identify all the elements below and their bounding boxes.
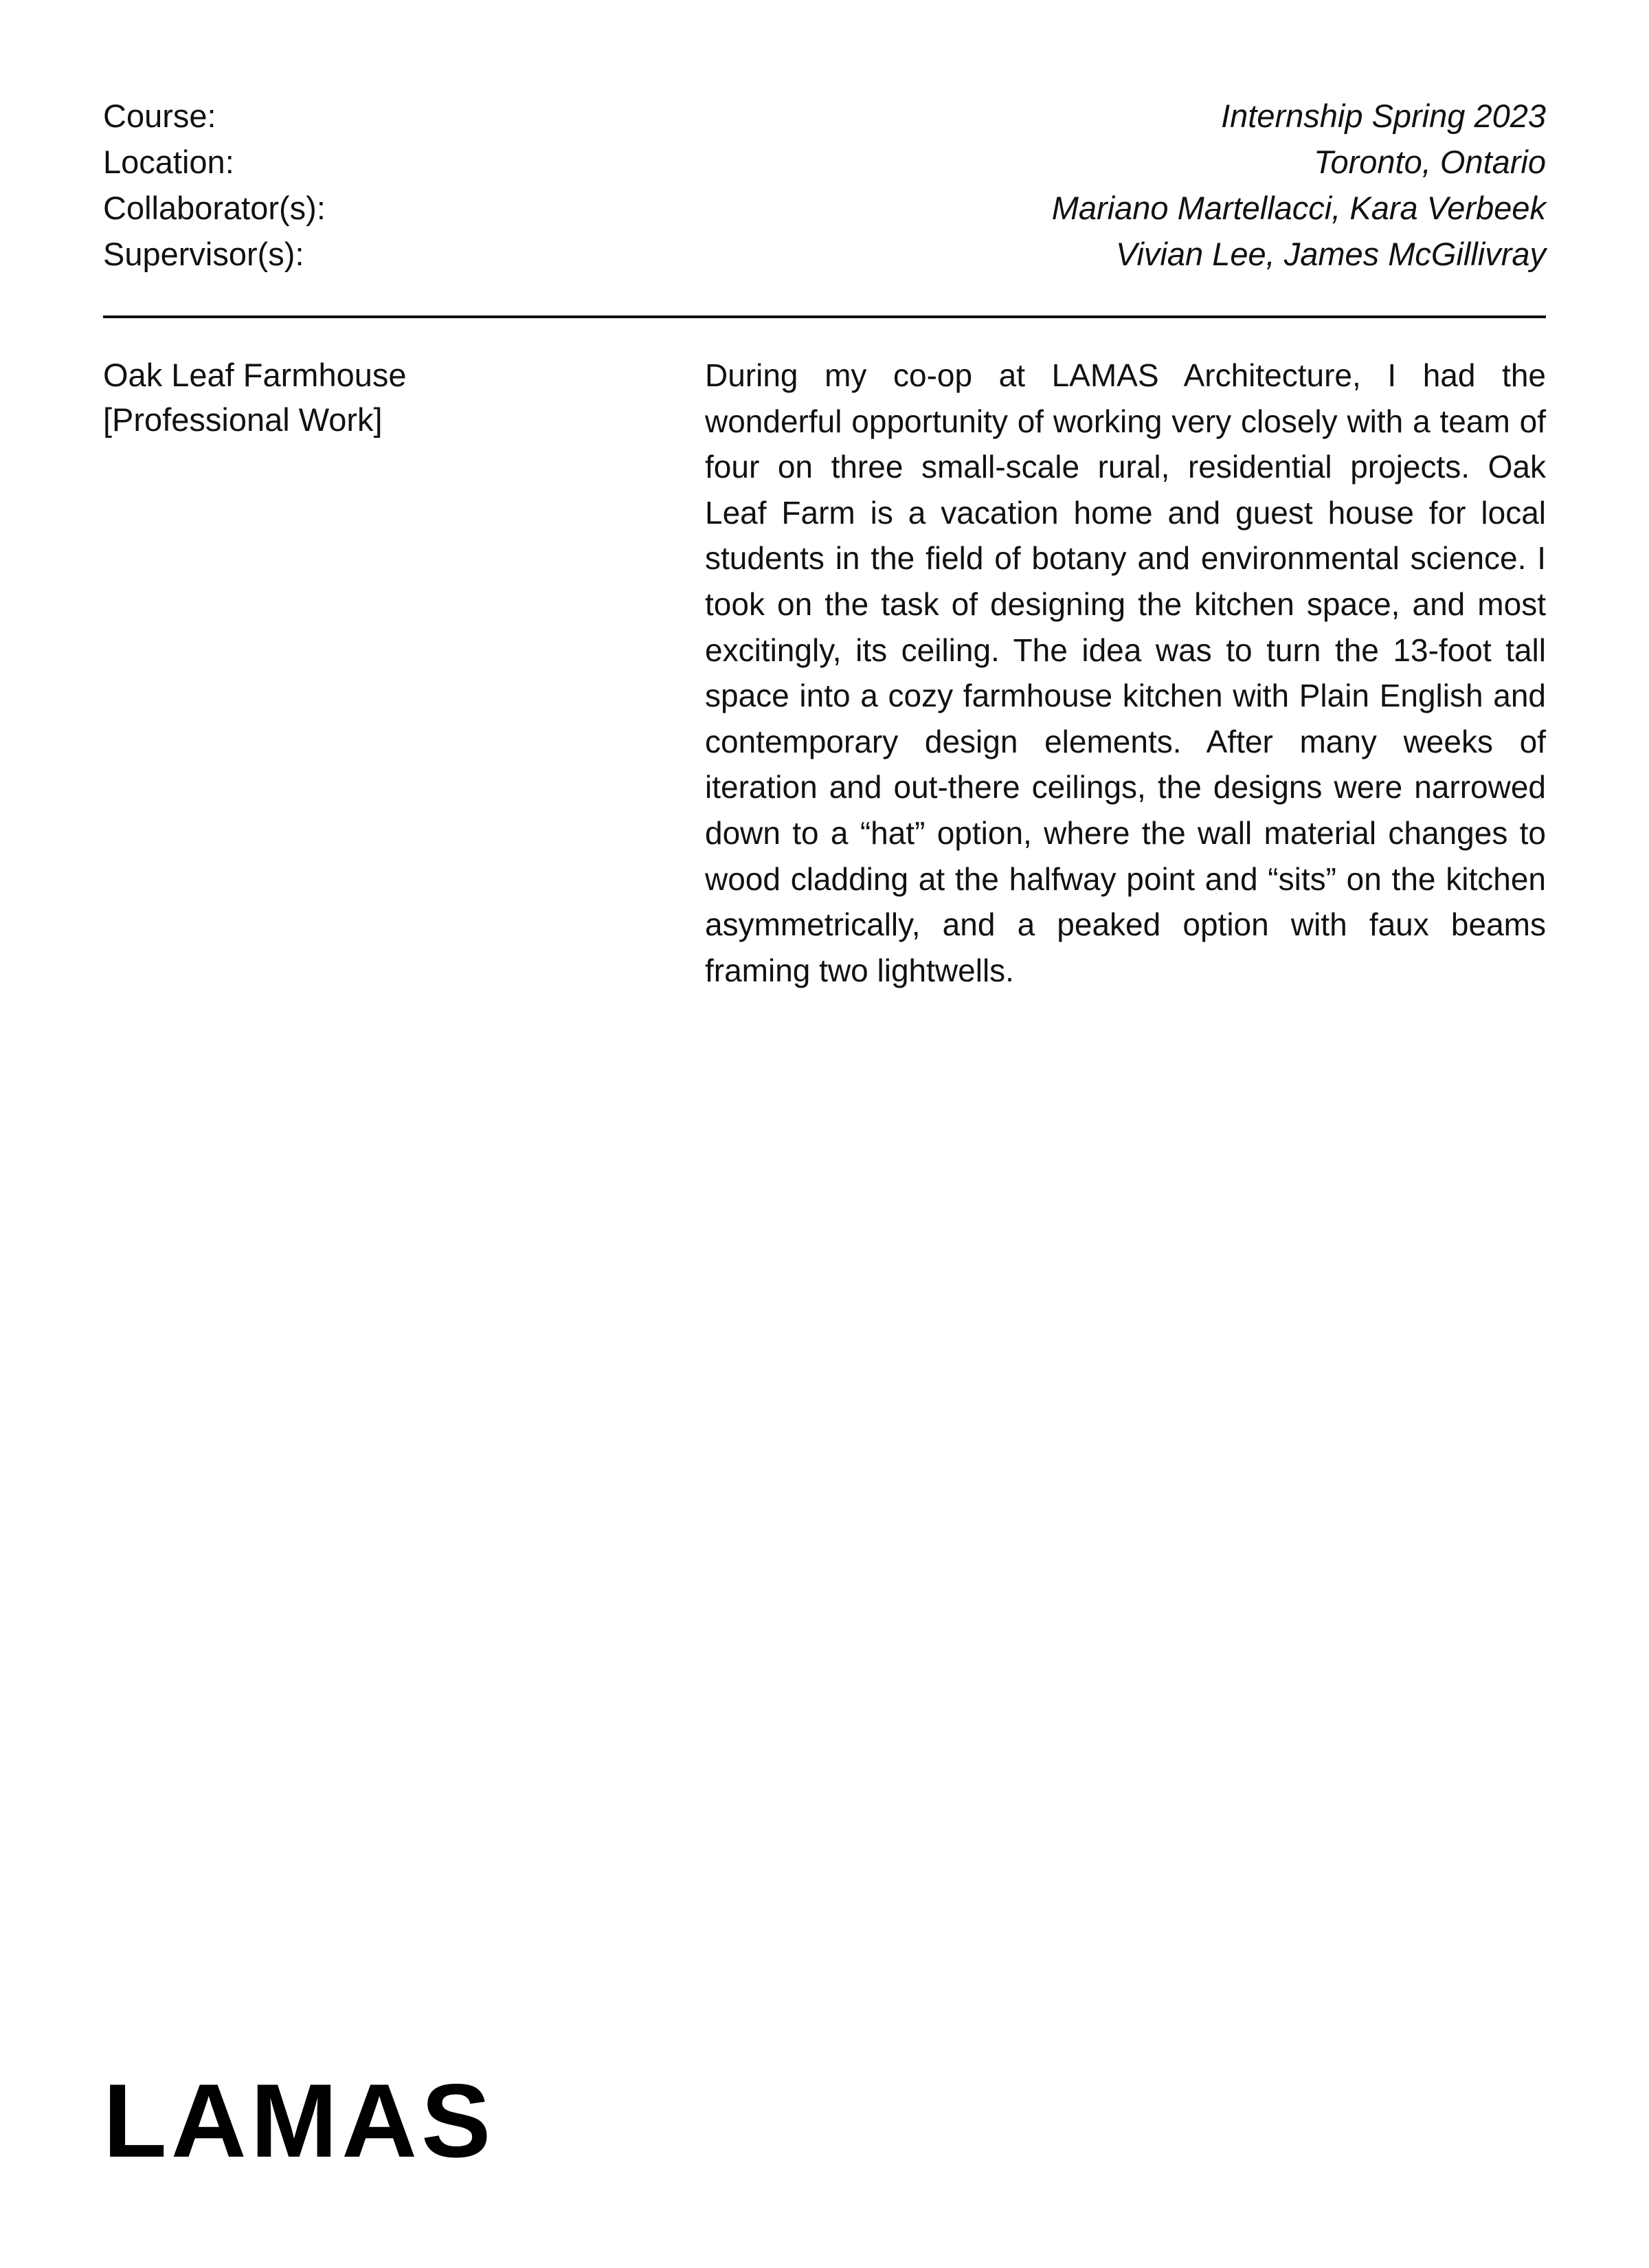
meta-row-collaborators: [103, 185, 1546, 231]
project-title: Oak Leaf Farmhouse: [103, 357, 407, 393]
project-description: During my co-op at LAMAS Architecture, I had the wonderful opportunity of working very closely with a team of four on three small-scale rural, residential projects. Oak Leaf Farm is a vacation home and guest house for local students in the field of botany and environmental science. I took on the task of designing the kitchen space, and most excitingly, its ceiling. The idea was to turn the 13-foot tall space into a cozy farmhouse kitchen with Plain English and contemporary design elements. After many weeks of iteration and out-there ceilings, the designs were narrowed down to a “hat” option, where the wall material changes to wood cladding at the halfway point and “sits” on the kitchen asymmetrically, and a peaked option with faux beams framing two lightwells.: [705, 357, 1546, 988]
divider-rule: [103, 315, 1546, 318]
meta-row-course: [103, 93, 1546, 139]
meta-label-course: Course:: [103, 98, 216, 134]
project-metadata: [103, 93, 1546, 277]
project-heading: [103, 353, 653, 442]
meta-row-supervisors: [103, 231, 1546, 277]
meta-value-course: Internship Spring 2023: [1221, 98, 1546, 134]
meta-value-supervisors: Vivian Lee, James McGillivray: [1115, 236, 1546, 272]
meta-value-location: Toronto, Ontario: [1314, 144, 1546, 180]
project-category: [Professional Work]: [103, 401, 383, 438]
lamas-logo: LAMAS: [103, 2063, 495, 2179]
meta-label-location: Location:: [103, 144, 234, 180]
meta-row-location: [103, 139, 1546, 185]
meta-value-collaborators: Mariano Martellacci, Kara Verbeek: [1051, 190, 1546, 226]
meta-label-collaborators: Collaborator(s):: [103, 190, 326, 226]
meta-label-supervisors: Supervisor(s):: [103, 236, 304, 272]
